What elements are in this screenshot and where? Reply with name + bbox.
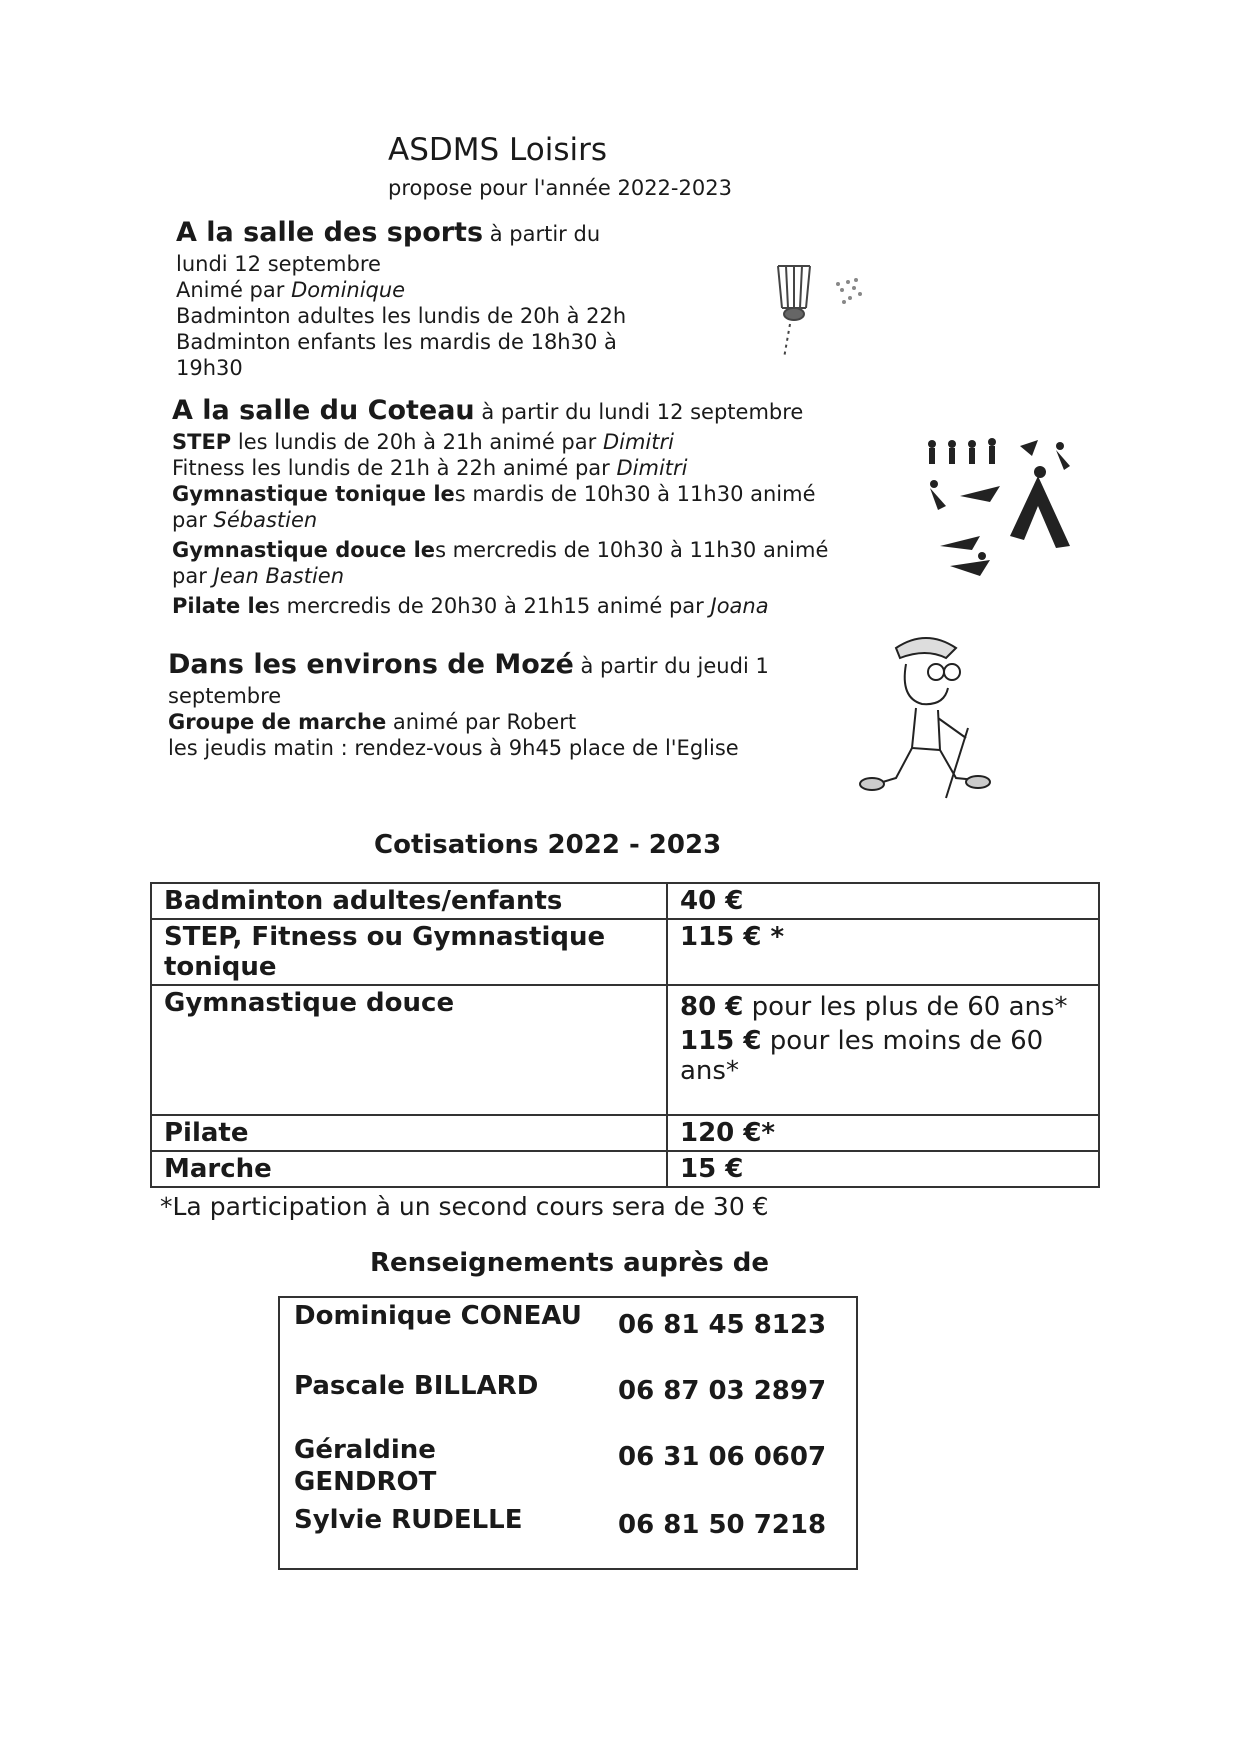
coteau-pilate: Pilate les mercredis de 20h30 à 21h15 animé par Joana (172, 594, 769, 618)
badminton-shuttlecock-icon (760, 258, 880, 378)
sports-date: lundi 12 septembre (176, 252, 381, 276)
coteau-heading: A la salle du Coteau (172, 395, 475, 426)
fee-activity: Badminton adultes/enfants (151, 883, 667, 919)
section-sports (176, 216, 626, 381)
table-row (151, 883, 1099, 919)
contact-phone: 06 87 03 2897 (618, 1376, 827, 1406)
coteau-gym-douce: Gymnastique douce les mercredis de 10h30 à 11h30 animé (172, 538, 829, 562)
coteau-step: STEP les lundis de 20h à 21h animé par Dimitri (172, 430, 674, 454)
fees-title: Cotisations 2022 - 2023 (374, 830, 722, 860)
sports-badminton-kids: Badminton enfants les mardis de 18h30 à (176, 330, 617, 354)
coteau-fitness: Fitness les lundis de 21h à 22h animé par Dimitri (172, 456, 688, 480)
fee-price: 115 € * (667, 919, 1099, 985)
contact-name: Dominique CONEAU (294, 1301, 582, 1331)
hiker-cartoon-icon (856, 628, 996, 808)
fee-price: 120 €* (667, 1115, 1099, 1151)
fee-price: 40 € (667, 883, 1099, 919)
table-row (151, 1151, 1099, 1187)
section-coteau (172, 394, 828, 619)
moze-meeting: les jeudis matin : rendez-vous à 9h45 place de l'Eglise (168, 736, 739, 760)
moze-group: Groupe de marche animé par Robert (168, 710, 577, 734)
moze-heading-rest: à partir du jeudi 1 (580, 654, 769, 678)
section-moze (168, 648, 769, 761)
fee-activity: STEP, Fitness ou Gymnastique tonique (151, 919, 667, 985)
table-row (151, 985, 1099, 1115)
contact-name: Sylvie RUDELLE (294, 1505, 523, 1535)
coteau-gym-tonique-anim: par Sébastien (172, 508, 318, 532)
table-row (151, 919, 1099, 985)
moze-heading: Dans les environs de Mozé (168, 649, 574, 680)
fees-table (150, 882, 1100, 1188)
page-title: ASDMS Loisirs (388, 132, 607, 168)
fee-activity: Marche (151, 1151, 667, 1187)
fees-note: *La participation à un second cours sera de 30 € (160, 1192, 769, 1221)
contacts-box (278, 1296, 858, 1570)
page-subtitle: propose pour l'année 2022-2023 (388, 176, 732, 200)
contact-name: Géraldine GENDROT (294, 1435, 437, 1497)
fee-price: 15 € (667, 1151, 1099, 1187)
sports-badminton-kids-end: 19h30 (176, 356, 243, 380)
contact-phone: 06 81 50 7218 (618, 1510, 827, 1540)
contact-name: Pascale BILLARD (294, 1371, 539, 1401)
coteau-heading-rest: à partir du lundi 12 septembre (481, 400, 804, 424)
table-row (151, 1115, 1099, 1151)
fee-activity: Pilate (151, 1115, 667, 1151)
fitness-silhouettes-icon (920, 436, 1080, 596)
contacts-title: Renseignements auprès de (370, 1248, 770, 1278)
sports-heading-rest: à partir du (489, 222, 601, 246)
sports-animator: Animé par Dominique (176, 278, 406, 302)
coteau-gym-tonique: Gymnastique tonique les mardis de 10h30 à 11h30 animé (172, 482, 816, 506)
fee-price: 80 € pour les plus de 60 ans* 115 € pour les moins de 60 ans* (667, 985, 1099, 1115)
contact-phone: 06 31 06 0607 (618, 1442, 827, 1472)
moze-date: septembre (168, 684, 282, 708)
fee-activity: Gymnastique douce (151, 985, 667, 1115)
sports-badminton-adults: Badminton adultes les lundis de 20h à 22h (176, 304, 627, 328)
contact-phone: 06 81 45 8123 (618, 1310, 827, 1340)
sports-heading: A la salle des sports (176, 217, 484, 248)
coteau-gym-douce-anim: par Jean Bastien (172, 564, 345, 588)
